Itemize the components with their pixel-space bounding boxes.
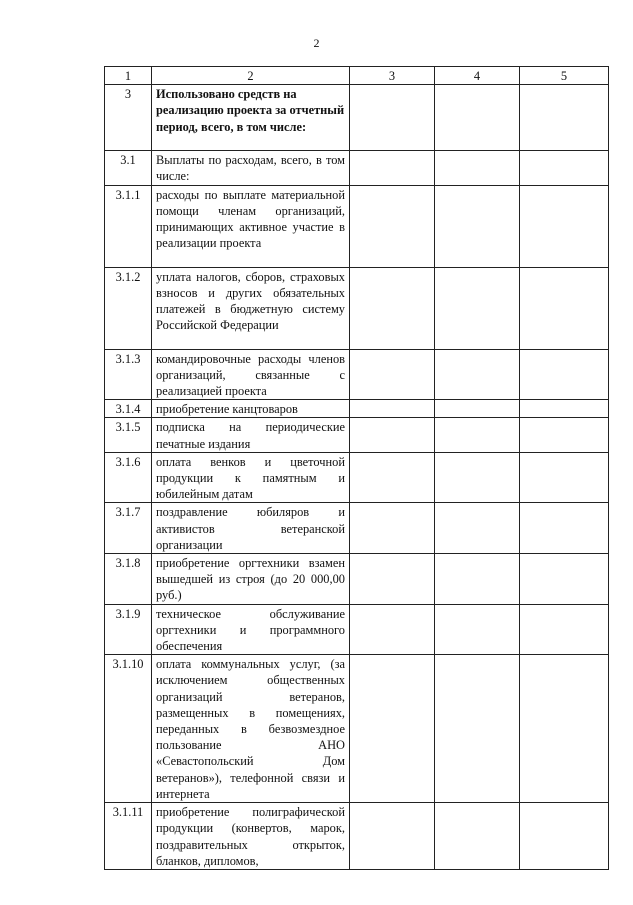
row-description: поздравление юбиляров и активистов ветеранской организации — [152, 503, 350, 554]
value-cell — [350, 554, 435, 605]
table-row — [105, 604, 609, 655]
value-cell — [520, 151, 609, 185]
row-number: 3.1.7 — [105, 503, 152, 554]
value-cell — [435, 400, 520, 418]
row-description: приобретение оргтехники взамен вышедшей из строя (до 20 000,00 руб.) — [152, 554, 350, 605]
table-row — [105, 185, 609, 267]
table-row — [105, 418, 609, 452]
row-description: оплата коммунальных услуг, (за исключением общественных организаций ветеранов, размещенных в помещениях, переданных в безвозмездное пользование АНО «Севастопольский Дом ветеранов»), телефонной связи и интернета — [152, 655, 350, 803]
row-description: расходы по выплате материальной помощи членам организаций, принимающих активное участие в реализации проекта — [152, 185, 350, 267]
row-number: 3.1.11 — [105, 803, 152, 870]
table-row — [105, 655, 609, 803]
value-cell — [520, 349, 609, 400]
value-cell — [350, 85, 435, 151]
row-description: Использовано средств на реализацию проекта за отчетный период, всего, в том числе: — [152, 85, 350, 151]
value-cell — [520, 185, 609, 267]
value-cell — [350, 452, 435, 503]
value-cell — [350, 604, 435, 655]
value-cell — [350, 655, 435, 803]
value-cell — [435, 151, 520, 185]
row-number: 3.1.1 — [105, 185, 152, 267]
table-row — [105, 400, 609, 418]
row-description: Выплаты по расходам, всего, в том числе: — [152, 151, 350, 185]
value-cell — [435, 655, 520, 803]
value-cell — [520, 452, 609, 503]
value-cell — [350, 185, 435, 267]
table-row — [105, 503, 609, 554]
table-row — [105, 554, 609, 605]
row-description: техническое обслуживание оргтехники и программного обеспечения — [152, 604, 350, 655]
value-cell — [435, 267, 520, 349]
column-header: 5 — [520, 67, 609, 85]
row-number: 3.1.3 — [105, 349, 152, 400]
report-table — [104, 66, 609, 870]
value-cell — [435, 452, 520, 503]
value-cell — [520, 503, 609, 554]
row-number: 3.1.8 — [105, 554, 152, 605]
column-header: 3 — [350, 67, 435, 85]
value-cell — [520, 604, 609, 655]
row-number: 3.1.6 — [105, 452, 152, 503]
table-row — [105, 267, 609, 349]
row-number: 3 — [105, 85, 152, 151]
table-row — [105, 151, 609, 185]
table-row — [105, 85, 609, 151]
page-number: 2 — [313, 36, 320, 50]
value-cell — [520, 803, 609, 870]
row-description: командировочные расходы членов организаций, связанные с реализацией проекта — [152, 349, 350, 400]
value-cell — [435, 418, 520, 452]
value-cell — [435, 803, 520, 870]
row-number: 3.1.5 — [105, 418, 152, 452]
value-cell — [435, 503, 520, 554]
column-header: 1 — [105, 67, 152, 85]
table-row — [105, 452, 609, 503]
value-cell — [350, 151, 435, 185]
row-number: 3.1 — [105, 151, 152, 185]
value-cell — [435, 185, 520, 267]
value-cell — [350, 418, 435, 452]
table-header-row — [105, 67, 609, 85]
row-number: 3.1.9 — [105, 604, 152, 655]
value-cell — [435, 349, 520, 400]
value-cell — [520, 267, 609, 349]
value-cell — [350, 503, 435, 554]
value-cell — [520, 655, 609, 803]
value-cell — [435, 85, 520, 151]
row-description: оплата венков и цветочной продукции к памятным и юбилейным датам — [152, 452, 350, 503]
row-description: приобретение полиграфической продукции (конвертов, марок, поздравительных открыток, бланков, дипломов, — [152, 803, 350, 870]
row-number: 3.1.10 — [105, 655, 152, 803]
value-cell — [350, 400, 435, 418]
row-number: 3.1.2 — [105, 267, 152, 349]
value-cell — [520, 418, 609, 452]
value-cell — [435, 604, 520, 655]
value-cell — [435, 554, 520, 605]
row-description: приобретение канцтоваров — [152, 400, 350, 418]
table-row — [105, 349, 609, 400]
row-description: уплата налогов, сборов, страховых взносов и других обязательных платежей в бюджетную систему Российской Федерации — [152, 267, 350, 349]
column-header: 2 — [152, 67, 350, 85]
column-header: 4 — [435, 67, 520, 85]
value-cell — [520, 85, 609, 151]
value-cell — [520, 554, 609, 605]
table-row — [105, 803, 609, 870]
value-cell — [350, 267, 435, 349]
row-number: 3.1.4 — [105, 400, 152, 418]
value-cell — [520, 400, 609, 418]
value-cell — [350, 349, 435, 400]
value-cell — [350, 803, 435, 870]
row-description: подписка на периодические печатные издания — [152, 418, 350, 452]
